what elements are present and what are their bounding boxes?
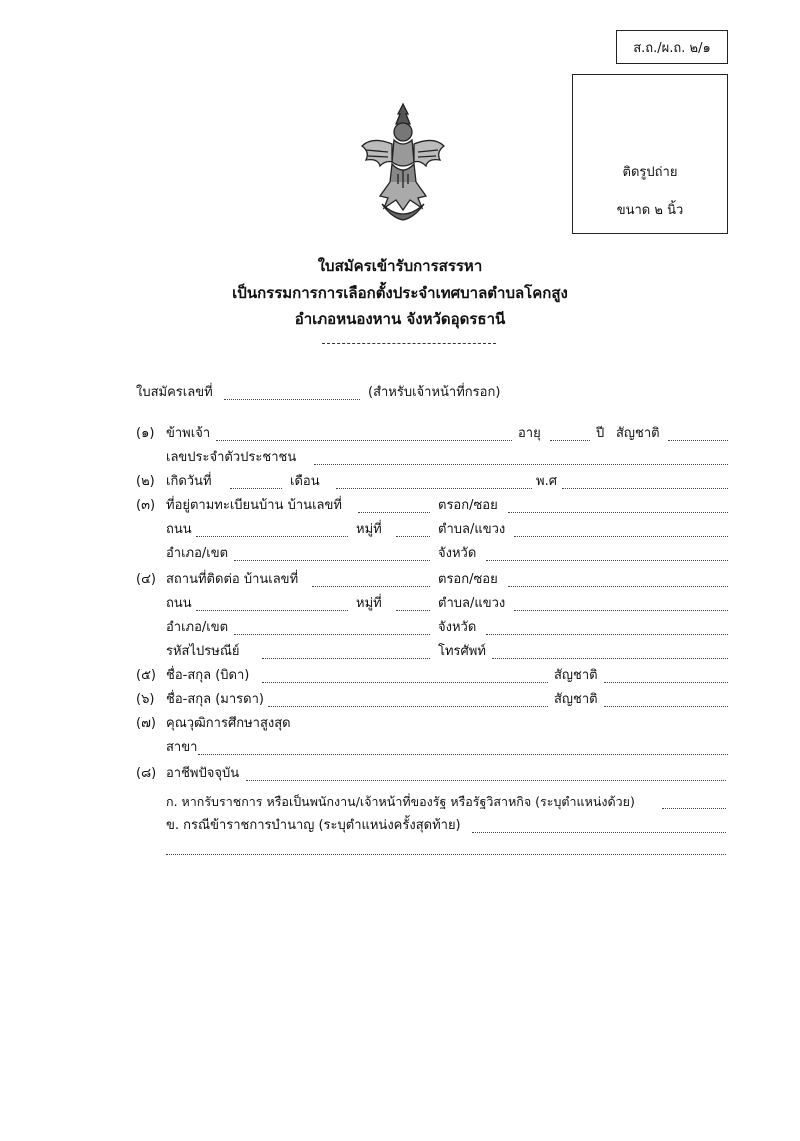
mother-nationality-field[interactable] xyxy=(604,706,728,707)
contact-soi-label: ตรอก/ซอย xyxy=(438,572,498,587)
title-line-1: ใบสมัครเข้ารับการสรรหา xyxy=(317,257,483,275)
retired-position-extra-field[interactable] xyxy=(166,854,726,855)
birth-month-field[interactable] xyxy=(336,488,532,489)
contact-road-field[interactable] xyxy=(196,610,348,611)
item-number-5: (๕) xyxy=(136,668,156,683)
registered-tambon-field[interactable] xyxy=(514,536,728,537)
photo-label: ติดรูปถ่าย xyxy=(622,165,678,180)
father-name-field[interactable] xyxy=(262,682,548,683)
registered-soi-field[interactable] xyxy=(508,512,728,513)
postcode-field[interactable] xyxy=(262,658,430,659)
registered-moo-label: หมู่ที่ xyxy=(356,522,382,537)
photo-placeholder xyxy=(572,74,728,234)
contact-road-label: ถนน xyxy=(166,596,192,611)
nationality-field[interactable] xyxy=(668,440,728,441)
contact-province-label: จังหวัด xyxy=(438,620,477,635)
registered-amphoe-label: อำเภอ/เขต xyxy=(166,546,229,561)
registered-amphoe-field[interactable] xyxy=(234,560,430,561)
registered-soi-label: ตรอก/ซอย xyxy=(438,498,498,513)
government-position-field[interactable] xyxy=(662,808,726,809)
father-nationality-field[interactable] xyxy=(604,682,728,683)
father-name-label: ชื่อ-สกุล (บิดา) xyxy=(166,668,250,683)
form-code-box xyxy=(616,30,728,64)
retired-position-label: ข. กรณีข้าราชการบำนาญ (ระบุตำแหน่งครั้งสุดท้าย) xyxy=(166,818,461,833)
item-number-6: (๖) xyxy=(136,692,155,707)
item-number-7: (๗) xyxy=(136,716,156,731)
contact-address-label: สถานที่ติดต่อ บ้านเลขที่ xyxy=(166,572,299,587)
registered-road-label: ถนน xyxy=(166,522,192,537)
mother-name-label: ชื่อ-สกุล (มารดา) xyxy=(166,692,264,707)
photo-size-label: ขนาด ๒ นิ้ว xyxy=(616,203,684,218)
birth-year-label: พ.ศ xyxy=(536,474,557,489)
contact-tambon-label: ตำบล/แขวง xyxy=(438,596,506,611)
application-note: (สำหรับเจ้าหน้าที่กรอก) xyxy=(368,385,501,400)
applicant-name-field[interactable] xyxy=(216,440,512,441)
nationality-label: สัญชาติ xyxy=(616,426,660,441)
occupation-label: อาชีพปัจจุบัน xyxy=(166,766,240,781)
contact-amphoe-field[interactable] xyxy=(234,634,430,635)
birth-day-label: เกิดวันที่ xyxy=(166,474,212,489)
postcode-label: รหัสไปรษณีย์ xyxy=(166,644,240,659)
phone-label: โทรศัพท์ xyxy=(438,644,486,659)
registered-moo-field[interactable] xyxy=(396,536,430,537)
birth-day-field[interactable] xyxy=(230,488,282,489)
retired-position-field[interactable] xyxy=(472,832,726,833)
education-label: คุณวุฒิการศึกษาสูงสุด xyxy=(166,716,291,731)
contact-moo-field[interactable] xyxy=(396,610,430,611)
garuda-emblem-icon xyxy=(358,100,448,230)
mother-name-field[interactable] xyxy=(268,706,548,707)
registered-house-no-field[interactable] xyxy=(358,512,430,513)
registered-address-label: ที่อยู่ตามทะเบียนบ้าน บ้านเลขที่ xyxy=(166,498,342,513)
contact-soi-field[interactable] xyxy=(508,586,728,587)
registered-province-field[interactable] xyxy=(486,560,728,561)
major-label: สาขา xyxy=(166,740,198,755)
phone-field[interactable] xyxy=(492,658,728,659)
title-line-3: อำเภอหนองหาน จังหวัดอุดรธานี xyxy=(294,310,506,328)
occupation-field[interactable] xyxy=(246,780,726,781)
contact-tambon-field[interactable] xyxy=(514,610,728,611)
application-number-field[interactable] xyxy=(224,399,360,400)
age-label: อายุ xyxy=(518,426,541,441)
item-number-2: (๒) xyxy=(136,474,155,489)
application-number-label: ใบสมัครเลขที่ xyxy=(136,385,213,400)
national-id-label: เลขประจำตัวประชาชน xyxy=(166,450,297,465)
item-number-4: (๔) xyxy=(136,572,156,587)
contact-house-no-field[interactable] xyxy=(312,586,430,587)
title-line-2: เป็นกรรมการการเลือกตั้งประจำเทศบาลตำบลโคกสูง xyxy=(232,284,568,302)
registered-tambon-label: ตำบล/แขวง xyxy=(438,522,506,537)
contact-moo-label: หมู่ที่ xyxy=(356,596,382,611)
father-nationality-label: สัญชาติ xyxy=(554,668,598,683)
government-position-label: ก. หากรับราชการ หรือเป็นพนักงาน/เจ้าหน้าที่ของรัฐ หรือรัฐวิสาหกิจ (ระบุตำแหน่งด้วย) xyxy=(166,794,635,809)
national-id-field[interactable] xyxy=(314,464,728,465)
form-code: ส.ถ./ผ.ถ. ๒/๑ xyxy=(633,40,711,56)
contact-province-field[interactable] xyxy=(486,634,728,635)
birth-year-field[interactable] xyxy=(562,488,728,489)
major-field[interactable] xyxy=(198,754,728,755)
mother-nationality-label: สัญชาติ xyxy=(554,692,598,707)
age-field[interactable] xyxy=(550,440,590,441)
item-number-3: (๓) xyxy=(136,498,156,513)
contact-amphoe-label: อำเภอ/เขต xyxy=(166,620,229,635)
applicant-name-label: ข้าพเจ้า xyxy=(166,426,211,441)
item-number-1: (๑) xyxy=(136,426,155,441)
item-number-8: (๘) xyxy=(136,766,157,781)
registered-province-label: จังหวัด xyxy=(438,546,477,561)
birth-month-label: เดือน xyxy=(290,474,320,489)
title-divider xyxy=(322,343,496,344)
registered-road-field[interactable] xyxy=(196,536,348,537)
age-unit-label: ปี xyxy=(596,426,605,441)
